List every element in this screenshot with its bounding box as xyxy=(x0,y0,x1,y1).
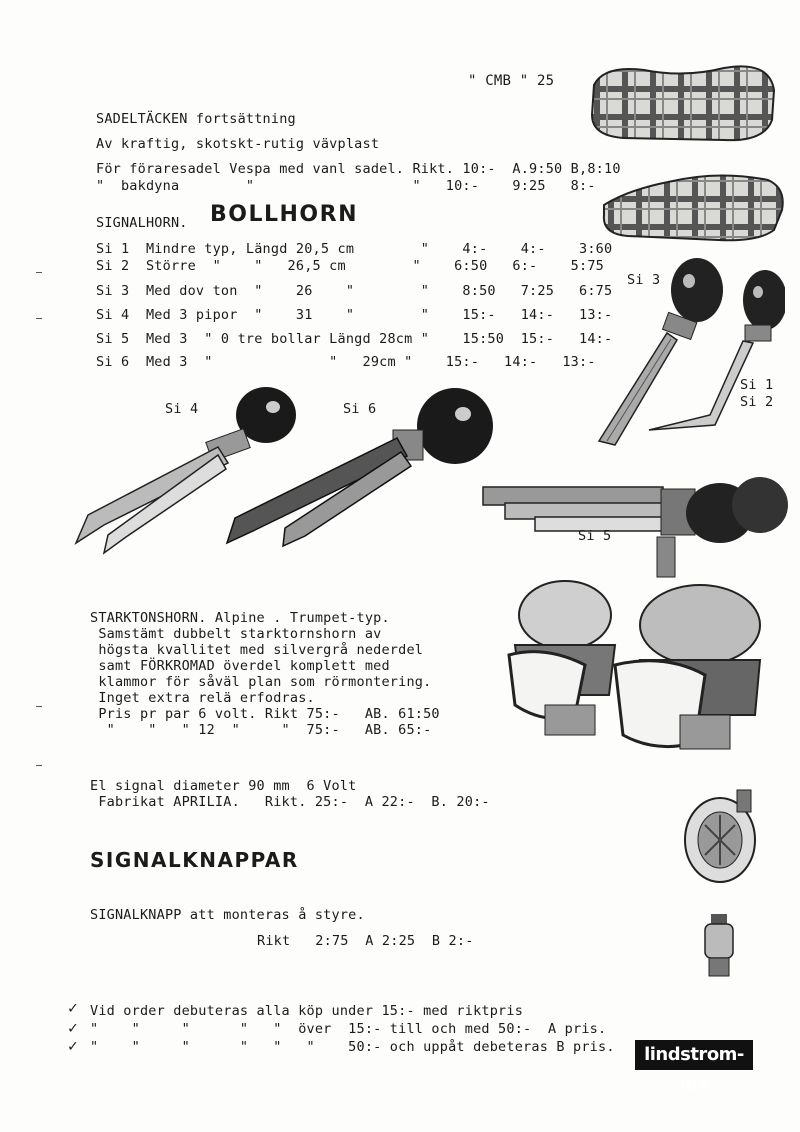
footer-line-2: " " " " " över 15:- till och med 50:- A pris. xyxy=(90,1021,607,1037)
bollhorn-title: BOLLHORN xyxy=(210,202,358,227)
el-signal-line-2: Fabrikat APRILIA. Rikt. 25:- A 22:- B. 20:- xyxy=(90,794,490,810)
page-reference: " CMB " 25 xyxy=(468,73,555,89)
footer-mark-2: ✓ xyxy=(68,1018,78,1037)
figure-label-si4: Si 4 xyxy=(165,401,199,417)
sadel-bakdyna-line: " bakdyna " " 10:- 9:25 8:- xyxy=(96,178,596,194)
el-signal-line-1: El signal diameter 90 mm 6 Volt xyxy=(90,778,357,794)
footer-mark-3: ✓ xyxy=(68,1036,78,1055)
electric-signal-horn-illustration xyxy=(675,780,770,895)
sadel-price-line: För föraresadel Vespa med vanl sadel. Rikt. 10:- A.9:50 B,8:10 xyxy=(96,161,621,177)
footer-line-1: Vid order debuteras alla köp under 15:- med riktpris xyxy=(90,1003,524,1019)
horn-si1-si2-illustration xyxy=(585,255,785,455)
starkton-line-1: STARKTONSHORN. Alpine . Trumpet-typ. xyxy=(90,610,390,626)
horn-si6-illustration xyxy=(225,378,505,548)
seat-cover-bakdyna-illustration xyxy=(598,160,788,245)
starkton-line-4: samt FÖRKROMAD överdel komplett med xyxy=(90,658,390,674)
starkton-price-12v: " " " 12 " " 75:- AB. 65:- xyxy=(90,722,432,738)
figure-label-si5: Si 5 xyxy=(578,528,612,544)
sadel-heading: SADELTÄCKEN fortsättning xyxy=(96,111,296,127)
lindstrom-logo: lindstrom-mx xyxy=(635,1040,753,1070)
signalhorn-label: SIGNALHORN. xyxy=(96,215,188,231)
starkton-price-6v: Pris pr par 6 volt. Rikt 75:- AB. 61:50 xyxy=(90,706,440,722)
figure-label-si6: Si 6 xyxy=(343,401,377,417)
alpine-trumpet-horn-illustration xyxy=(505,575,790,765)
sadel-description: Av kraftig, skotskt-rutig vävplast xyxy=(96,136,380,152)
starkton-line-5: klammor för såväl plan som rörmontering. xyxy=(90,674,432,690)
signalknapp-description: SIGNALKNAPP att monteras å styre. xyxy=(90,907,365,923)
horn-row-si3: Si 3 Med dov ton " 26 " " 8:50 7:25 6:75 xyxy=(96,283,613,299)
margin-tick xyxy=(36,706,42,707)
signalknappar-title: SIGNALKNAPPAR xyxy=(90,848,299,872)
starkton-line-6: Inget extra relä erfodras. xyxy=(90,690,315,706)
figure-label-si2: Si 2 xyxy=(740,394,774,410)
footer-mark-1: ✓ xyxy=(68,998,78,1017)
margin-tick xyxy=(36,765,42,766)
horn-si5-illustration xyxy=(475,465,795,585)
starkton-line-2: Samstämt dubbelt starktornshorn av xyxy=(90,626,382,642)
figure-label-si1: Si 1 xyxy=(740,377,774,393)
horn-row-si1: Si 1 Mindre typ, Längd 20,5 cm " 4:- 4:- 3:60 xyxy=(96,241,613,257)
signal-button-illustration xyxy=(695,912,745,982)
footer-line-3: " " " " " " 50:- och uppåt debeteras B pris. xyxy=(90,1039,615,1055)
margin-tick xyxy=(36,318,42,319)
horn-row-si5: Si 5 Med 3 " 0 tre bollar Längd 28cm " 15:50 15:- 14:- xyxy=(96,331,613,347)
seat-cover-illustration xyxy=(584,50,784,150)
starkton-line-3: högsta kvallitet med silvergrå nederdel xyxy=(90,642,424,658)
horn-row-si6: Si 6 Med 3 " " 29cm " 15:- 14:- 13:- xyxy=(96,354,596,370)
figure-label-si3: Si 3 xyxy=(627,272,661,288)
margin-tick xyxy=(36,272,42,273)
horn-row-si4: Si 4 Med 3 pipor " 31 " " 15:- 14:- 13:- xyxy=(96,307,613,323)
horn-row-si2: Si 2 Större " " 26,5 cm " 6:50 6:- 5:75 xyxy=(96,258,604,274)
signalknapp-price: Rikt 2:75 A 2:25 B 2:- xyxy=(257,933,474,949)
